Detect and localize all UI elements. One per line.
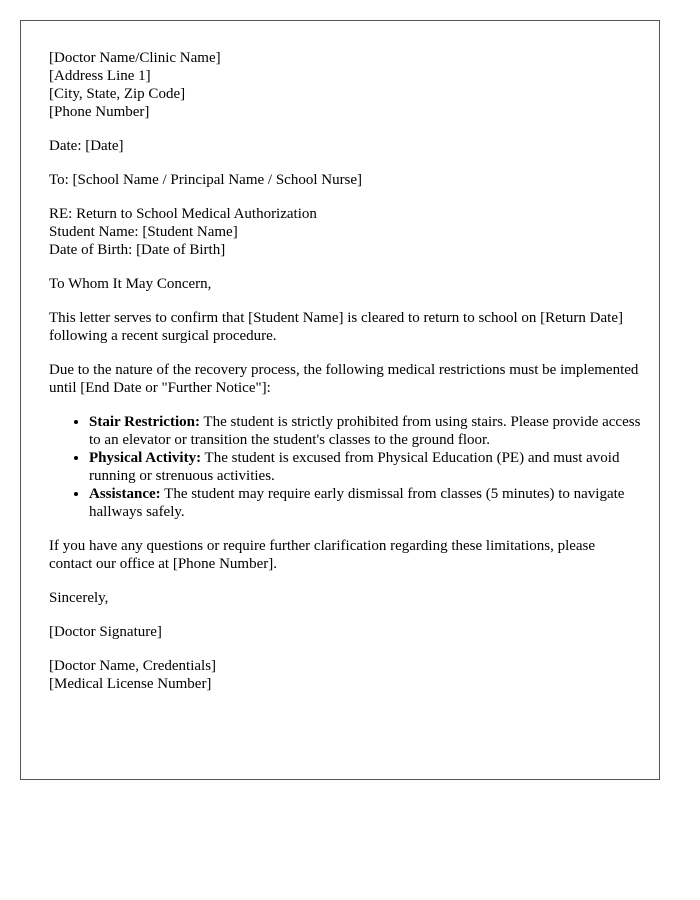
recipient-line: To: [School Name / Principal Name / School Nurse] <box>49 172 363 188</box>
signer-name: [Doctor Name, Credentials] <box>49 658 217 674</box>
signature: [Doctor Signature] <box>49 624 162 640</box>
restriction-term: Physical Activity: <box>89 450 202 466</box>
restrictions-intro-paragraph: Due to the nature of the recovery process, the following medical restrictions must be implemented until [End Date or "Further Notice"]: <box>49 362 639 396</box>
letter-page <box>20 20 660 780</box>
salutation-block <box>49 275 641 293</box>
list-item <box>89 485 641 521</box>
reference-student: Student Name: [Student Name] <box>49 224 238 240</box>
sender-name: [Doctor Name/Clinic Name] <box>49 50 221 66</box>
reference-subject: RE: Return to School Medical Authorization <box>49 206 317 222</box>
closing-block <box>49 589 641 607</box>
restrictions-list <box>49 413 641 521</box>
restriction-text: The student is strictly prohibited from using stairs. Please provide access to an elevator or transition the student's classes to the ground floor. <box>89 414 641 448</box>
restriction-text: The student is excused from Physical Education (PE) and must avoid running or strenuous activities. <box>89 450 620 484</box>
list-item <box>89 413 641 449</box>
restriction-text: The student may require early dismissal from classes (5 minutes) to navigate hallways safely. <box>89 486 625 520</box>
closing: Sincerely, <box>49 590 109 606</box>
restriction-term: Stair Restriction: <box>89 414 200 430</box>
sender-phone: [Phone Number] <box>49 104 150 120</box>
date-block <box>49 137 641 155</box>
salutation: To Whom It May Concern, <box>49 276 212 292</box>
reference-dob: Date of Birth: [Date of Birth] <box>49 242 226 258</box>
letter-content <box>49 49 641 709</box>
recipient-block <box>49 171 641 189</box>
date-line: Date: [Date] <box>49 138 124 154</box>
restriction-term: Assistance: <box>89 486 161 502</box>
intro-paragraph: This letter serves to confirm that [Student Name] is cleared to return to school on [Return Date] following a recent surgical procedure. <box>49 310 623 344</box>
sender-address: [Address Line 1] <box>49 68 151 84</box>
reference-block <box>49 205 641 259</box>
closing-paragraph: If you have any questions or require further clarification regarding these limitations, please contact our office at [Phone Number]. <box>49 538 596 572</box>
signer-license: [Medical License Number] <box>49 676 212 692</box>
signer-block <box>49 657 641 693</box>
sender-block <box>49 49 641 121</box>
sender-city: [City, State, Zip Code] <box>49 86 186 102</box>
list-item <box>89 449 641 485</box>
signature-block <box>49 623 641 641</box>
